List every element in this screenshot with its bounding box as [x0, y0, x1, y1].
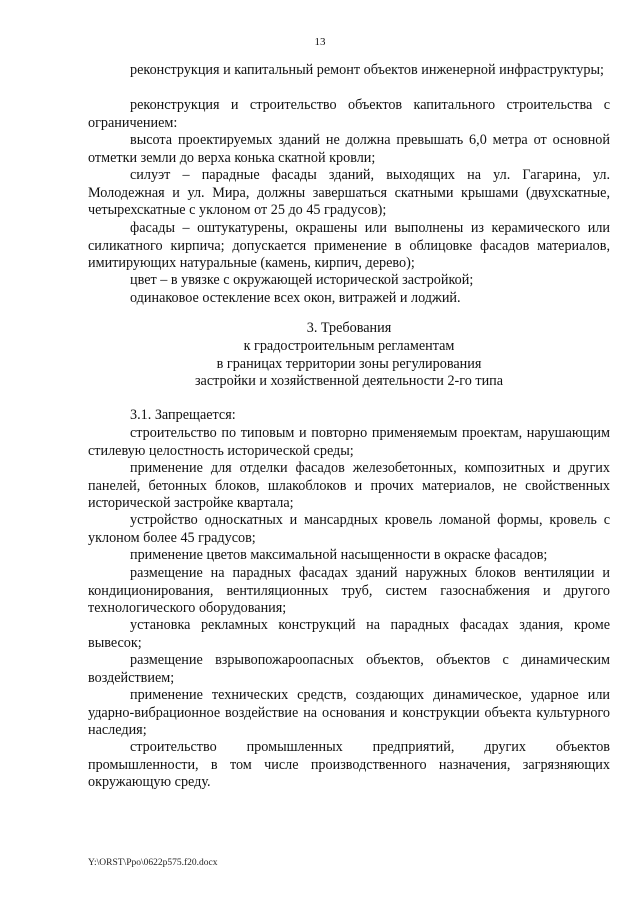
- section-heading-line-2: к градостроительным регламентам: [243, 337, 455, 354]
- paragraph-infrastructure: реконструкция и капитальный ремонт объектов инженерной инфраструктуры;: [130, 62, 604, 78]
- prohibited-vibration-impact: применение технических средств, создающих динамическое, ударное или ударно-вибрационное воздействие на основания и конструкции объекта культурного наследия;: [88, 687, 610, 738]
- paragraph-building-height: высота проектируемых зданий не должна превышать 6,0 метра от основной отметки земли до верха конька скатной кровли;: [88, 132, 610, 166]
- page-number: 13: [314, 36, 326, 48]
- section-heading-line-3: в границах территории зоны регулирования: [216, 355, 482, 372]
- footer-file-path: Y:\ORST\Ppo\0622p575.f20.docx: [88, 858, 218, 868]
- prohibited-facade-materials: применение для отделки фасадов железобетонных, композитных и других панелей, бетонных блоков, шлакоблоков и прочих материалов, не свойственных исторической застройке квартала;: [88, 460, 610, 511]
- paragraph-glazing: одинаковое остекление всех окон, витражей и лоджий.: [130, 290, 461, 306]
- section-heading: [88, 320, 610, 391]
- prohibited-external-equipment: размещение на парадных фасадах зданий наружных блоков вентиляции и кондиционирования, вентиляционных труб, систем газоснабжения и другого технологического оборудования;: [88, 565, 610, 616]
- prohibited-hazardous-objects: размещение взрывопожароопасных объектов, объектов с динамическим воздействием;: [88, 652, 610, 686]
- paragraph-silhouette: силуэт – парадные фасады зданий, выходящих на ул. Гагарина, ул. Молодежная и ул. Мира, должны завершаться скатными крышами (двухскатные, четырехскатные с уклоном от 25 до 45 градусов);: [88, 167, 610, 218]
- paragraph-reconstruction-limits: реконструкция и строительство объектов капитального строительства с ограничением:: [88, 97, 610, 131]
- prohibited-typical-projects: строительство по типовым и повторно применяемым проектам, нарушающим стилевую целостность исторической среды;: [88, 425, 610, 459]
- prohibited-advertising: установка рекламных конструкций на парадных фасадах здания, кроме вывесок;: [88, 617, 610, 651]
- section-heading-title: 3. Требования: [306, 320, 392, 336]
- paragraph-color: цвет – в увязке с окружающей исторической застройкой;: [130, 272, 474, 288]
- subsection-title: 3.1. Запрещается:: [130, 407, 236, 423]
- prohibited-saturated-colors: применение цветов максимальной насыщенности в окраске фасадов;: [130, 547, 548, 563]
- prohibited-roof-forms: устройство односкатных и мансардных кровель ломаной формы, кровель с уклоном более 45 градусов;: [88, 512, 610, 546]
- section-heading-line-4: застройки и хозяйственной деятельности 2-го типа: [194, 373, 504, 390]
- paragraph-facades: фасады – оштукатурены, окрашены или выполнены из керамического или силикатного кирпича; допускается применение в облицовке фасадов материалов, имитирующих натуральные (камень, кирпич, дерево);: [88, 220, 610, 271]
- prohibited-industrial-construction: строительство промышленных предприятий, других объектов промышленности, в том числе производственного назначения, загрязняющих окружающую среду.: [88, 739, 610, 790]
